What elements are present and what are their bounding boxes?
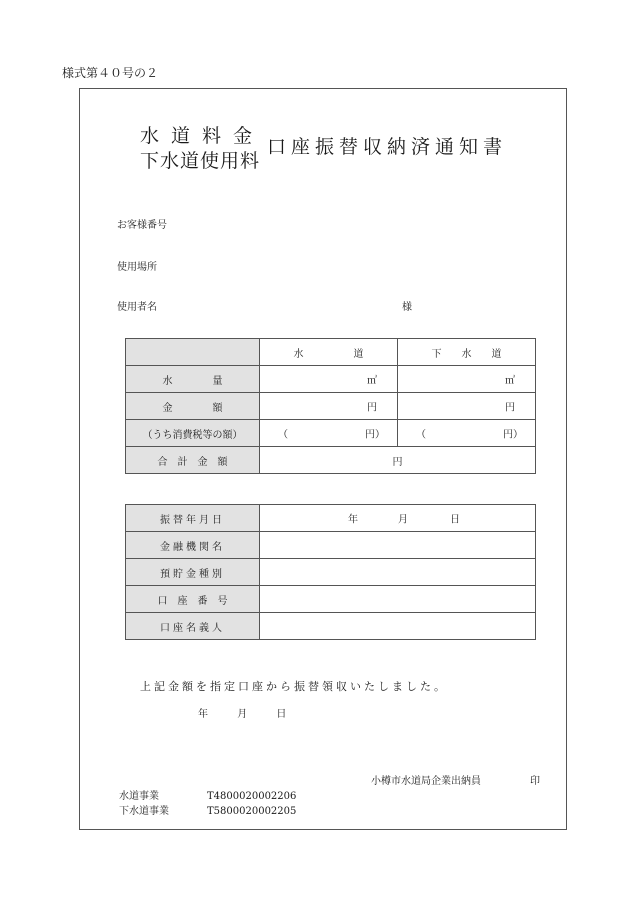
tax-close-paren: 円） bbox=[365, 429, 385, 441]
table-row bbox=[126, 420, 536, 447]
water-volume-cell bbox=[260, 366, 398, 393]
date-day: 日 bbox=[450, 514, 460, 526]
table-row bbox=[126, 366, 536, 393]
header-blank-cell bbox=[126, 339, 260, 366]
tax-open-paren: （ bbox=[278, 429, 288, 441]
statement-day: 日 bbox=[276, 709, 287, 720]
total-amount-cell bbox=[260, 447, 536, 474]
volume-label: 水 量 bbox=[126, 366, 260, 393]
business-name: 水道事業 bbox=[119, 791, 159, 802]
location-label: 使用場所 bbox=[117, 262, 157, 273]
seal-mark: 印 bbox=[530, 776, 540, 787]
transfer-date-label: 振替年月日 bbox=[126, 505, 260, 532]
table-row bbox=[126, 559, 536, 586]
statement-month: 月 bbox=[237, 709, 248, 720]
tax-close-paren: 円） bbox=[503, 429, 523, 441]
sewer-volume-cell bbox=[398, 366, 536, 393]
usage-table bbox=[125, 338, 536, 474]
receipt-statement: 上記金額を指定口座から振替領収いたしました。 bbox=[140, 680, 448, 693]
date-month: 月 bbox=[398, 514, 408, 526]
account-type-cell bbox=[260, 559, 536, 586]
form-number: 様式第４０号の２ bbox=[62, 66, 159, 80]
col-water: 水 道 bbox=[260, 339, 398, 366]
unit-cubic-meter: ㎥ bbox=[367, 375, 377, 387]
statement-year: 年 bbox=[198, 709, 208, 720]
customer-number-label: お客様番号 bbox=[117, 220, 167, 231]
title-left bbox=[140, 124, 264, 174]
table-row bbox=[126, 532, 536, 559]
unit-yen: 円 bbox=[392, 456, 403, 468]
tax-open-paren: （ bbox=[416, 429, 426, 441]
table-row bbox=[126, 393, 536, 420]
account-number-cell bbox=[260, 586, 536, 613]
registration-number: T4800020002206 bbox=[207, 791, 297, 802]
col-sewer: 下 水 道 bbox=[398, 339, 536, 366]
account-holder-cell bbox=[260, 613, 536, 640]
cashier-title: 小樽市水道局企業出納員 bbox=[371, 776, 481, 787]
business-name: 下水道事業 bbox=[119, 806, 169, 817]
table-row bbox=[126, 505, 536, 532]
unit-yen: 円 bbox=[505, 402, 515, 414]
account-holder-label: 口座名義人 bbox=[126, 613, 260, 640]
water-amount-cell bbox=[260, 393, 398, 420]
business-row bbox=[119, 802, 296, 817]
account-number-label: 口 座 番 号 bbox=[126, 586, 260, 613]
sewer-tax-cell bbox=[398, 420, 536, 447]
date-year: 年 bbox=[348, 514, 358, 526]
tax-label: （うち消費税等の額） bbox=[126, 420, 260, 447]
water-tax-cell bbox=[260, 420, 398, 447]
total-label: 合 計 金 額 bbox=[126, 447, 260, 474]
amount-label: 金 額 bbox=[126, 393, 260, 420]
bank-name-label: 金融機関名 bbox=[126, 532, 260, 559]
statement-date bbox=[198, 705, 286, 720]
transfer-table bbox=[125, 504, 536, 640]
bank-name-cell bbox=[260, 532, 536, 559]
honorific: 様 bbox=[402, 302, 412, 313]
table-header-row bbox=[126, 339, 536, 366]
title-water-fee: 水道料金 bbox=[140, 125, 265, 147]
unit-cubic-meter: ㎥ bbox=[505, 375, 515, 387]
document-title: 口座振替収納済通知書 bbox=[267, 136, 508, 158]
table-row bbox=[126, 586, 536, 613]
title-sewer-fee: 下水道使用料 bbox=[140, 150, 261, 172]
account-type-label: 預貯金種別 bbox=[126, 559, 260, 586]
sewer-amount-cell bbox=[398, 393, 536, 420]
unit-yen: 円 bbox=[367, 402, 377, 414]
transfer-date-cell bbox=[260, 505, 536, 532]
business-row bbox=[119, 787, 296, 802]
user-name-label: 使用者名 bbox=[117, 302, 157, 313]
table-row bbox=[126, 447, 536, 474]
registration-number: T5800020002205 bbox=[207, 806, 297, 817]
table-row bbox=[126, 613, 536, 640]
